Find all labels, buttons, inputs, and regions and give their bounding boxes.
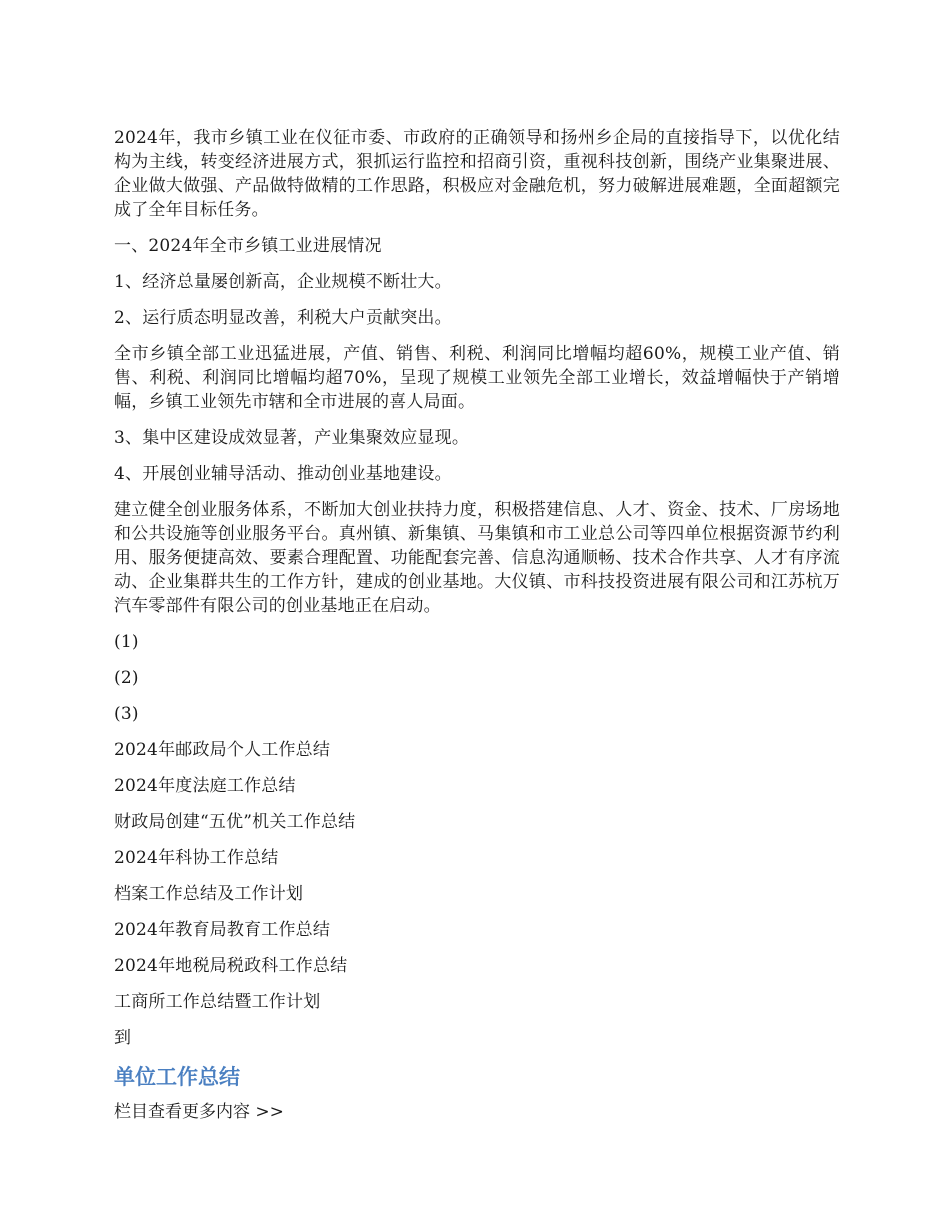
related-link-tax[interactable]: 2024年地税局税政科工作总结	[114, 956, 348, 976]
item-2: 2、运行质态明显改善，利税大户贡献突出。	[114, 308, 452, 328]
paragraph-2: 全市乡镇全部工业迅猛进展，产值、销售、利税、利润同比增幅均超60%，规模工业产值、销售、利税、利润同比增幅均超70%，呈现了规模工业领先全部工业增长，效益增幅快于产销增幅，乡镇工业领先市辖和全市进展的喜人局面。	[114, 344, 840, 412]
related-link-postal[interactable]: 2024年邮政局个人工作总结	[114, 740, 331, 760]
intro-paragraph: 2024年，我市乡镇工业在仪征市委、市政府的正确领导和扬州乡企局的直接指导下，以优化结构为主线，转变经济进展方式，狠抓运行监控和招商引资，重视科技创新，围绕产业集聚进展、企业做大做强、产品做特做精的工作思路，积极应对金融危机，努力破解进展难题，全面超额完成了全年目标任务。	[114, 128, 840, 220]
related-link-commerce[interactable]: 工商所工作总结暨工作计划	[114, 992, 321, 1012]
related-link-archive[interactable]: 档案工作总结及工作计划	[114, 884, 304, 904]
item-1: 1、经济总量屡创新高，企业规模不断壮大。	[114, 272, 452, 292]
more-content-link[interactable]: 栏目查看更多内容 >>	[114, 1102, 284, 1122]
marker-3: (3)	[114, 704, 139, 724]
related-link-education[interactable]: 2024年教育局教育工作总结	[114, 920, 331, 940]
marker-2: (2)	[114, 668, 139, 688]
section-title: 一、2024年全市乡镇工业进展情况	[114, 236, 382, 256]
marker-1: (1)	[114, 632, 139, 652]
related-link-science[interactable]: 2024年科协工作总结	[114, 848, 279, 868]
related-link-finance[interactable]: 财政局创建“五优”机关工作总结	[114, 812, 356, 832]
to-text: 到	[114, 1028, 132, 1048]
item-4: 4、开展创业辅导活动、推动创业基地建设。	[114, 464, 452, 484]
item-3: 3、集中区建设成效显著，产业集聚效应显现。	[114, 428, 470, 448]
paragraph-3: 建立健全创业服务体系，不断加大创业扶持力度，积极搭建信息、人才、资金、技术、厂房场地和公共设施等创业服务平台。真州镇、新集镇、马集镇和市工业总公司等四单位根据资源节约利用、服务便捷高效、要素合理配置、功能配套完善、信息沟通顺畅、技术合作共享、人才有序流动、企业集群共生的工作方针，建成的创业基地。大仪镇、市科技投资进展有限公司和江苏杭万汽车零部件有限公司的创业基地正在启动。	[114, 500, 840, 616]
category-heading[interactable]: 单位工作总结	[114, 1065, 240, 1089]
document-body	[114, 126, 840, 1124]
related-link-court[interactable]: 2024年度法庭工作总结	[114, 776, 296, 796]
